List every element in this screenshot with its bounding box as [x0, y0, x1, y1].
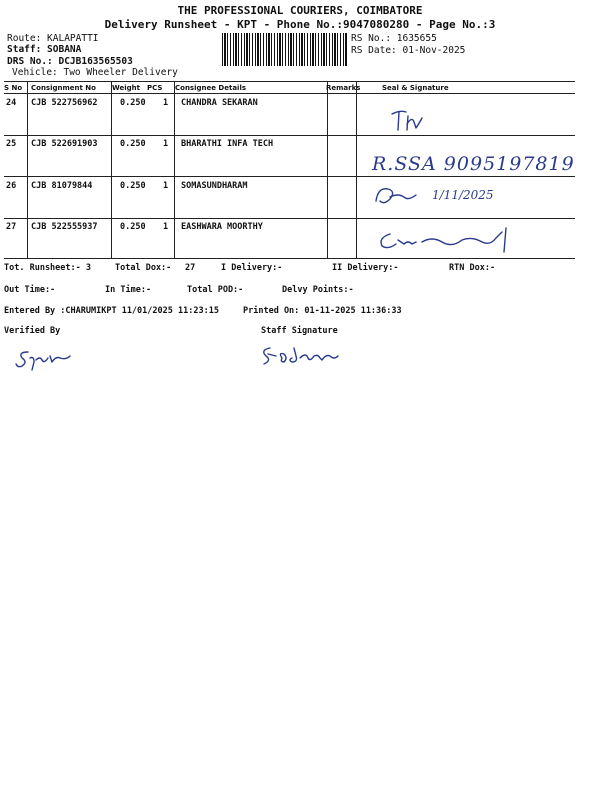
- runsheet-subtitle: Delivery Runsheet - KPT - Phone No.:9047080280 - Page No.:3: [104, 18, 496, 31]
- vehicle-label: Vehicle: Two Wheeler Delivery: [12, 67, 178, 78]
- col-divider: [27, 81, 28, 258]
- row-27-signature: [372, 222, 522, 256]
- in-time: In Time:-: [105, 285, 152, 295]
- col-divider: [174, 81, 175, 258]
- row-24-signature: [388, 106, 438, 134]
- i-delivery: I Delivery:-: [221, 263, 283, 273]
- row-sno: 24: [6, 98, 17, 108]
- total-dox-label: Total Dox:-: [115, 263, 172, 273]
- row-consignee: BHARATHI INFA TECH: [181, 139, 274, 149]
- out-time: Out Time:-: [4, 285, 56, 295]
- staff-signature-label: Staff Signature: [261, 326, 338, 336]
- row-consignment: CJB 522555937: [31, 222, 98, 232]
- row-divider: [4, 218, 575, 219]
- row-consignee: EASHWARA MOORTHY: [181, 222, 263, 232]
- company-title: THE PROFESSIONAL COURIERS, COIMBATORE: [177, 4, 423, 17]
- row-26-handwritten-date: 1/11/2025: [432, 188, 494, 202]
- row-consignment: CJB 522756962: [31, 98, 98, 108]
- rs-number: RS No.: 1635655: [351, 33, 437, 44]
- col-header-consignment: Consignment No: [31, 84, 96, 92]
- row-consignee: CHANDRA SEKARAN: [181, 98, 258, 108]
- rs-date: RS Date: 01-Nov-2025: [351, 45, 466, 56]
- row-sno: 27: [6, 222, 17, 232]
- row-sno: 26: [6, 181, 17, 191]
- barcode: [222, 33, 348, 66]
- ii-delivery: II Delivery:-: [332, 263, 399, 273]
- col-header-remarks: Remarks: [326, 84, 361, 92]
- row-25-handwritten-remark: R.SSA 9095197819: [372, 153, 575, 175]
- row-pcs: 1: [163, 98, 169, 108]
- col-divider: [111, 81, 112, 258]
- table-top-border: [4, 81, 575, 82]
- tot-runsheet: Tot. Runsheet:- 3: [4, 263, 91, 273]
- col-divider: [356, 81, 357, 258]
- row-weight: 0.250: [120, 222, 146, 232]
- table-bottom-border: [4, 258, 575, 259]
- col-header-seal-signature: Seal & Signature: [382, 84, 449, 92]
- total-dox-value: 27: [185, 263, 196, 273]
- total-pod: Total POD:-: [187, 285, 244, 295]
- row-pcs: 1: [163, 222, 169, 232]
- drs-number: DRS No.: DCJB163565503: [7, 56, 133, 67]
- entered-by: Entered By :CHARUMIKPT 11/01/2025 11:23:15: [4, 306, 219, 316]
- verified-by-signature: [14, 344, 80, 372]
- col-header-sno: S No: [4, 84, 23, 92]
- col-divider: [327, 81, 328, 258]
- row-divider: [4, 135, 575, 136]
- verified-by-label: Verified By: [4, 326, 61, 336]
- row-pcs: 1: [163, 181, 169, 191]
- printed-on: Printed On: 01-11-2025 11:36:33: [243, 306, 402, 316]
- col-header-consignee: Consignee Details: [175, 84, 247, 92]
- row-consignment: CJB 81079844: [31, 181, 93, 191]
- row-26-signature: [370, 181, 430, 211]
- table-header-border: [4, 93, 575, 94]
- row-consignee: SOMASUNDHARAM: [181, 181, 248, 191]
- col-header-pcs: PCS: [147, 84, 163, 92]
- route-label: Route: KALAPATTI: [7, 33, 99, 44]
- row-divider: [4, 176, 575, 177]
- row-weight: 0.250: [120, 181, 146, 191]
- delvy-points: Delvy Points:-: [282, 285, 354, 295]
- row-pcs: 1: [163, 139, 169, 149]
- row-consignment: CJB 522691903: [31, 139, 98, 149]
- col-header-weight: Weight: [112, 84, 140, 92]
- staff-label: Staff: SOBANA: [7, 44, 82, 55]
- row-weight: 0.250: [120, 139, 146, 149]
- row-sno: 25: [6, 139, 17, 149]
- rtn-dox: RTN Dox:-: [449, 263, 496, 273]
- staff-signature: [258, 342, 344, 368]
- row-weight: 0.250: [120, 98, 146, 108]
